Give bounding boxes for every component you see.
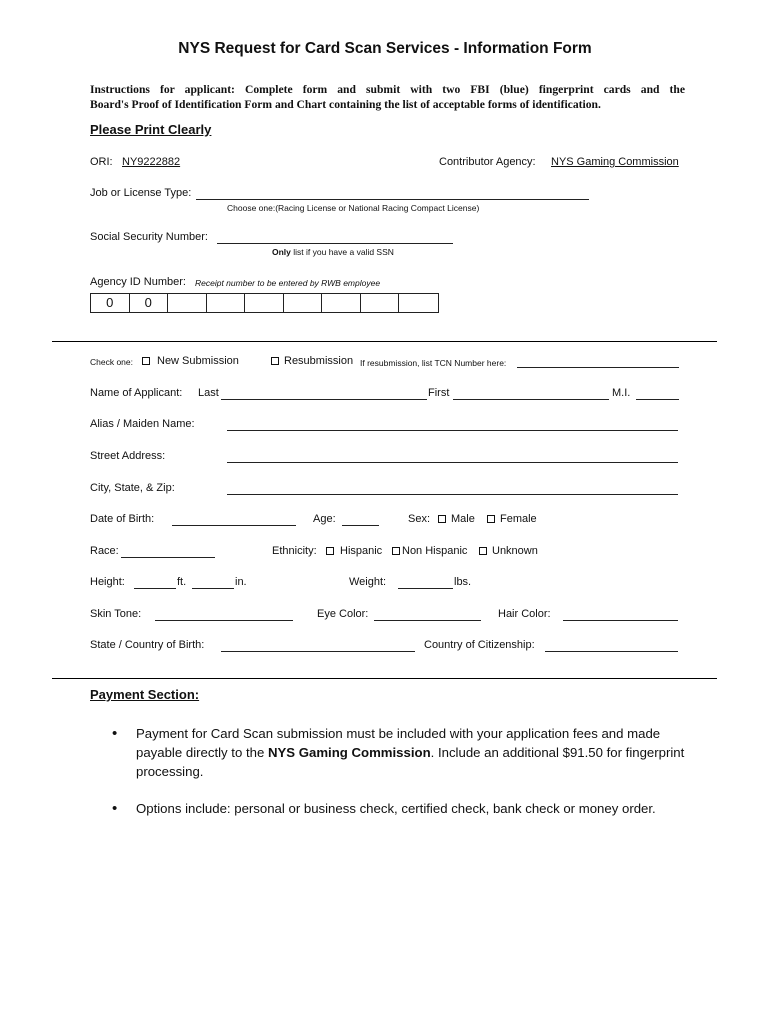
citizenship-field[interactable] — [545, 651, 678, 652]
last-name-label: Last — [198, 387, 219, 399]
city-label: City, State, & Zip: — [90, 482, 175, 494]
city-field[interactable] — [227, 494, 678, 495]
unknown-label: Unknown — [492, 545, 538, 557]
birth-place-label: State / Country of Birth: — [90, 639, 205, 651]
payment-heading: Payment Section: — [90, 687, 200, 702]
ssn-hint — [272, 247, 394, 257]
alias-label: Alias / Maiden Name: — [90, 418, 195, 430]
payment-list — [112, 724, 697, 836]
job-label: Job or License Type: — [90, 187, 192, 199]
agency-id-cell[interactable] — [399, 294, 438, 312]
hispanic-checkbox[interactable] — [326, 547, 334, 555]
instructions-line-1: Instructions for applicant: Complete form and submit with two FBI (blue) fingerprint cards and the — [90, 83, 685, 96]
payment-bullet-2: • Options include: personal or business check, certified check, bank check or money order. — [112, 799, 697, 818]
agency-id-note: Receipt number to be entered by RWB employee — [195, 278, 381, 288]
ssn-hint-rest: list if you have a valid SSN — [290, 247, 394, 257]
ssn-label: Social Security Number: — [90, 231, 208, 243]
payment-text-1b: . Include an additional $91.50 for fingerprint processing. — [136, 745, 685, 779]
age-label: Age: — [313, 513, 336, 525]
weight-field[interactable] — [398, 588, 453, 589]
agency-id-cell[interactable] — [322, 294, 361, 312]
mi-label: M.I. — [612, 387, 631, 399]
ori-value: NY9222882 — [122, 156, 181, 168]
alias-field[interactable] — [227, 430, 678, 431]
dob-field[interactable] — [172, 525, 296, 526]
skin-field[interactable] — [155, 620, 293, 621]
tcn-note: If resubmission, list TCN Number here: — [360, 358, 507, 368]
new-submission-label: New Submission — [157, 355, 239, 367]
agency-id-cell[interactable] — [361, 294, 400, 312]
mi-field[interactable] — [636, 399, 679, 400]
height-in-label: in. — [235, 576, 247, 588]
male-checkbox[interactable] — [438, 515, 446, 523]
non-hispanic-checkbox[interactable] — [392, 547, 400, 555]
weight-lbs-label: lbs. — [454, 576, 472, 588]
agency-id-cell[interactable] — [207, 294, 246, 312]
ori-label: ORI: — [90, 156, 113, 168]
section-divider — [52, 341, 717, 342]
agency-id-cell[interactable] — [245, 294, 284, 312]
hair-label: Hair Color: — [498, 608, 551, 620]
last-name-field[interactable] — [221, 399, 427, 400]
check-one-label: Check one: — [90, 357, 133, 367]
first-name-label: First — [428, 387, 450, 399]
sex-label: Sex: — [408, 513, 431, 525]
eye-label: Eye Color: — [317, 608, 369, 620]
contributor-value: NYS Gaming Commission — [551, 156, 679, 168]
form-title: NYS Request for Card Scan Services - Information Form — [178, 40, 592, 57]
applicant-label: Name of Applicant: — [90, 387, 183, 399]
hair-field[interactable] — [563, 620, 678, 621]
payment-payee: NYS Gaming Commission — [267, 745, 431, 760]
citizenship-label: Country of Citizenship: — [424, 639, 535, 651]
female-label: Female — [500, 513, 537, 525]
payment-bullet-1 — [112, 724, 697, 781]
height-in-field[interactable] — [192, 588, 234, 589]
street-field[interactable] — [227, 462, 678, 463]
resubmission-checkbox[interactable] — [271, 357, 279, 365]
unknown-checkbox[interactable] — [479, 547, 487, 555]
ethnicity-label: Ethnicity: — [272, 545, 317, 557]
payment-text-1a: Payment for Card Scan submission must be included with your application fees and made payable directly to the — [136, 726, 661, 760]
agency-id-cell[interactable] — [284, 294, 323, 312]
dob-label: Date of Birth: — [90, 513, 155, 525]
section-divider — [52, 678, 717, 679]
age-field[interactable] — [342, 525, 379, 526]
job-field[interactable] — [196, 199, 589, 200]
height-ft-field[interactable] — [134, 588, 176, 589]
resubmission-label: Resubmission — [284, 355, 354, 367]
agency-id-cell[interactable]: 0 — [130, 294, 169, 312]
new-submission-checkbox[interactable] — [142, 357, 150, 365]
weight-label: Weight: — [349, 576, 387, 588]
agency-id-grid[interactable] — [90, 293, 439, 313]
non-hispanic-label: Non Hispanic — [402, 545, 468, 557]
race-field[interactable] — [121, 557, 215, 558]
job-hint: Choose one:(Racing License or National Racing Compact License) — [227, 203, 480, 213]
birth-place-field[interactable] — [221, 651, 415, 652]
instructions-line-2: Board's Proof of Identification Form and Chart containing the list of acceptable forms of identification. — [90, 98, 601, 111]
height-ft-label: ft. — [177, 576, 187, 588]
race-label: Race: — [90, 545, 119, 557]
ssn-field[interactable] — [217, 243, 453, 244]
height-label: Height: — [90, 576, 125, 588]
eye-field[interactable] — [374, 620, 481, 621]
street-label: Street Address: — [90, 450, 166, 462]
hispanic-label: Hispanic — [340, 545, 383, 557]
agency-id-cell[interactable]: 0 — [91, 294, 130, 312]
male-label: Male — [451, 513, 475, 525]
please-print-heading: Please Print Clearly — [90, 122, 212, 137]
contributor-label: Contributor Agency: — [439, 156, 536, 168]
first-name-field[interactable] — [453, 399, 609, 400]
agency-id-cell[interactable] — [168, 294, 207, 312]
ssn-hint-bold: Only — [272, 247, 291, 257]
female-checkbox[interactable] — [487, 515, 495, 523]
tcn-field[interactable] — [517, 367, 679, 368]
agency-id-label: Agency ID Number: — [90, 276, 186, 288]
skin-label: Skin Tone: — [90, 608, 142, 620]
